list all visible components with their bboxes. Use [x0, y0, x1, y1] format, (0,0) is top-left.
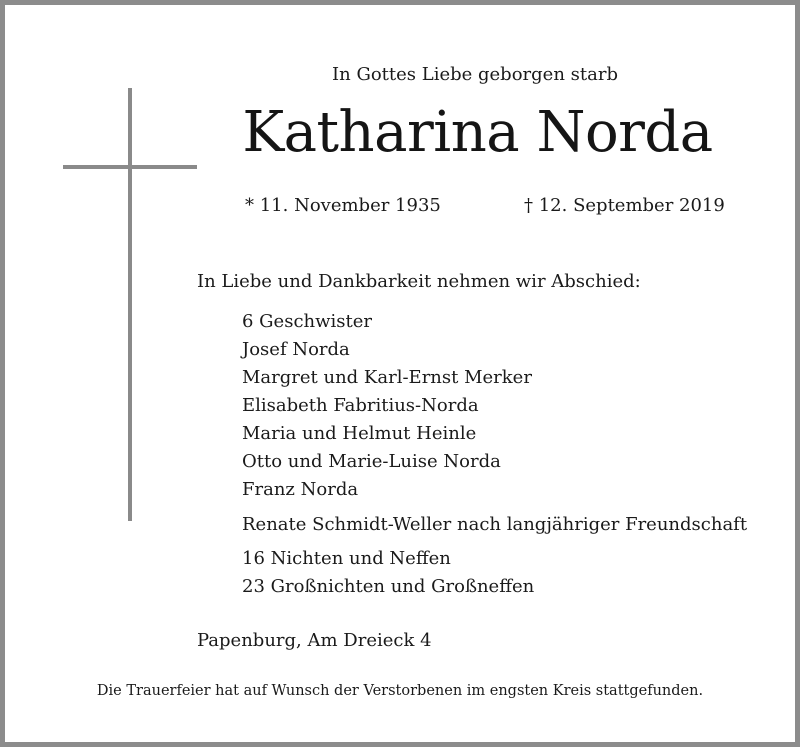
mourners-friend-list: [242, 511, 747, 539]
list-item: Margret und Karl-Ernst Merker: [242, 367, 532, 388]
list-item: Elisabeth Fabritius-Norda: [242, 395, 479, 416]
birth-date: * 11. November 1935: [245, 195, 441, 216]
address-line: Papenburg, Am Dreieck 4: [197, 630, 432, 651]
farewell-line: In Liebe und Dankbarkeit nehmen wir Abschied:: [197, 271, 641, 292]
cross-icon-bar: [63, 165, 197, 169]
intro-line: In Gottes Liebe geborgen starb: [332, 64, 618, 85]
list-item: 23 Großnichten und Großneffen: [242, 576, 535, 597]
deceased-name: Katharina Norda: [242, 100, 713, 165]
list-item: Maria und Helmut Heinle: [242, 423, 477, 444]
list-item: Franz Norda: [242, 479, 359, 500]
list-item: 6 Geschwister: [242, 311, 373, 332]
list-item: Otto und Marie-Luise Norda: [242, 451, 501, 472]
list-item: 16 Nichten und Neffen: [242, 548, 451, 569]
mourners-family-list: [242, 308, 532, 504]
funeral-note: Die Trauerfeier hat auf Wunsch der Verstorbenen im engsten Kreis stattgefunden.: [96, 683, 704, 699]
cross-icon: [128, 88, 132, 521]
death-date: † 12. September 2019: [524, 195, 725, 216]
list-item: Renate Schmidt-Weller nach langjähriger Freundschaft: [242, 514, 748, 535]
list-item: Josef Norda: [242, 339, 350, 360]
mourners-relatives-list: [242, 545, 534, 601]
